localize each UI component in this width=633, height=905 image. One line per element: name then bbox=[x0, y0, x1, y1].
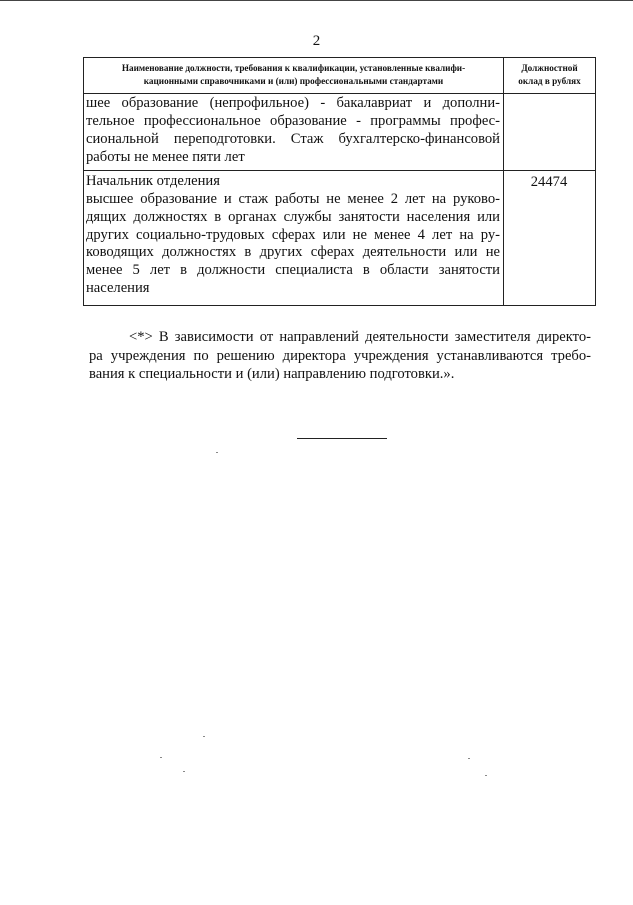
requirements-line: сиональной переподготовки. Стаж бухгалтерско-финансовой bbox=[86, 130, 500, 147]
position-title: Начальник отделения bbox=[86, 173, 220, 190]
table-row bbox=[84, 94, 596, 171]
requirements-line: высшее образование и стаж работы не менее 2 лет на руково- bbox=[86, 190, 500, 207]
requirements-line: менее 5 лет в должности специалиста в области занятости bbox=[86, 262, 500, 279]
header-salary-line: оклад в рублях bbox=[518, 76, 581, 87]
scan-speck bbox=[485, 775, 487, 776]
header-salary-line: Должностной bbox=[521, 63, 578, 73]
position-requirements-cell bbox=[84, 171, 504, 306]
footnote-line: ра учреждения по решению директора учреждения устанавливаются требо- bbox=[89, 347, 591, 364]
scan-speck bbox=[468, 758, 470, 759]
footnote-line: <*> В зависимости от направлений деятельности заместителя директо- bbox=[129, 329, 591, 345]
scan-speck bbox=[160, 757, 162, 758]
requirements-line: шее образование (непрофильное) - бакалавриат и дополни- bbox=[86, 95, 500, 112]
requirements-line: других социально-трудовых сферах или не менее 4 лет на ру- bbox=[86, 226, 500, 243]
scan-speck bbox=[183, 771, 185, 772]
requirements-line: ководящих должностях в других сферах деятельности или не bbox=[86, 244, 500, 261]
salary-cell bbox=[504, 94, 596, 171]
qualification-salary-table bbox=[83, 57, 596, 306]
footnote bbox=[89, 328, 591, 384]
scan-speck bbox=[216, 452, 218, 453]
requirements-line: дящих должностях в органах службы занятости населения или bbox=[86, 208, 500, 225]
salary-cell: 24474 bbox=[504, 171, 596, 306]
table-row bbox=[84, 171, 596, 306]
table-header-row bbox=[84, 58, 596, 94]
page-number: 2 bbox=[312, 33, 321, 49]
requirements-line: работы не менее пяти лет bbox=[86, 148, 245, 165]
position-requirements-cell bbox=[84, 94, 504, 171]
header-salary bbox=[504, 58, 596, 94]
end-of-text-rule bbox=[297, 438, 387, 439]
header-position-requirements bbox=[84, 58, 504, 94]
header-position-line: кационными справочниками и (или) профессиональными стандартами bbox=[143, 76, 444, 87]
page-top-rule bbox=[0, 0, 633, 1]
footnote-line: вания к специальности и (или) направлению подготовки.». bbox=[89, 366, 455, 383]
header-position-line: Наименование должности, требования к квалификации, установленные квалифи- bbox=[121, 63, 466, 73]
requirements-line: населения bbox=[86, 279, 150, 296]
requirements-line: тельное профессиональное образование - программы профес- bbox=[86, 112, 500, 129]
scan-speck bbox=[203, 736, 205, 737]
